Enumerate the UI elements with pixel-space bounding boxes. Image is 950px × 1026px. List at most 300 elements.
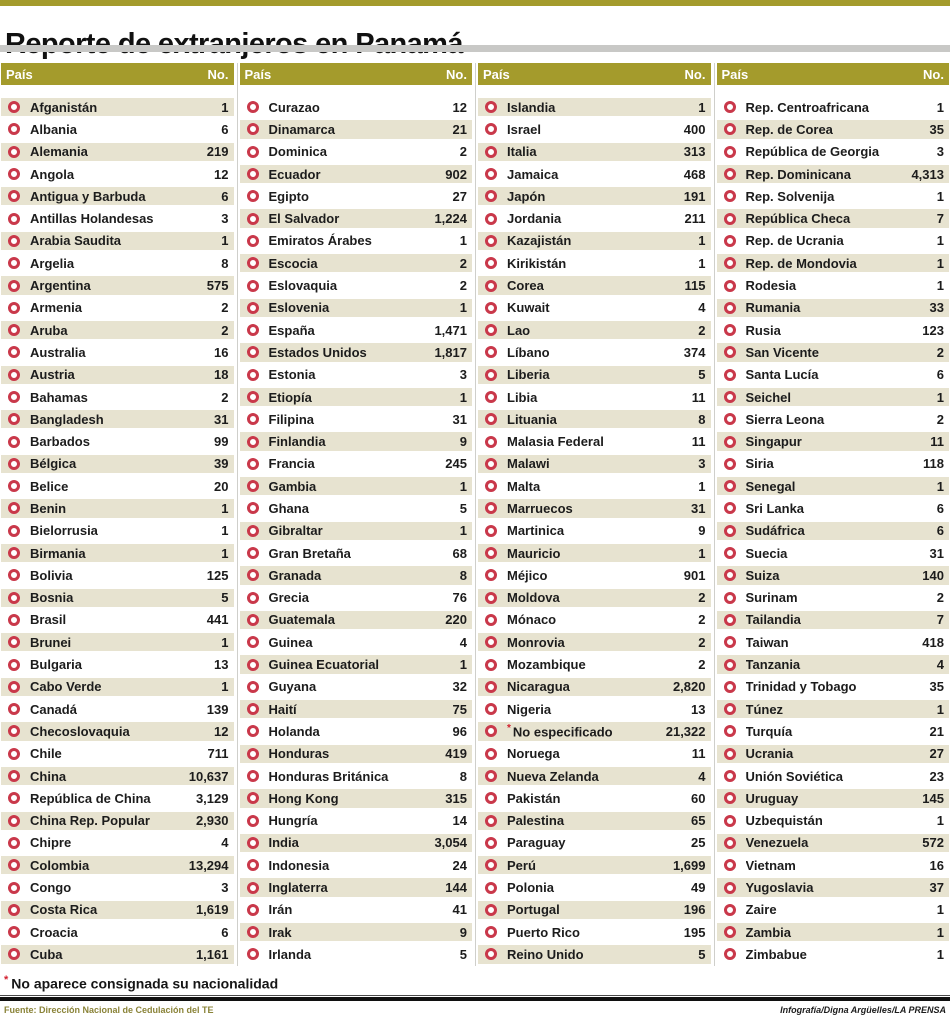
table-row	[478, 587, 711, 609]
table-panel	[237, 63, 473, 966]
country-name: Rodesia	[745, 278, 797, 294]
country-name: Ecuador	[268, 166, 321, 182]
country-count: 2	[221, 300, 229, 316]
country-count: 374	[683, 344, 706, 360]
country-count: 1,224	[434, 211, 467, 227]
table-row	[717, 185, 950, 207]
red-ring-bullet-icon	[8, 859, 20, 871]
column-header-count: No.	[446, 66, 467, 82]
country-name: Bolivia	[30, 567, 73, 583]
country-name: Austria	[30, 367, 75, 383]
table-row	[1, 497, 234, 519]
table-row	[478, 252, 711, 274]
country-name: Guinea	[268, 634, 313, 650]
country-name: Angola	[30, 166, 75, 182]
red-ring-bullet-icon	[8, 302, 20, 314]
red-ring-bullet-icon	[724, 703, 736, 715]
red-ring-bullet-icon	[8, 502, 20, 514]
table-row	[240, 587, 473, 609]
country-count: 1	[221, 99, 229, 115]
country-count: 2	[936, 344, 944, 360]
country-name: Kirikistán	[507, 255, 567, 271]
country-count: 7	[936, 211, 944, 227]
country-name: Eslovaquia	[268, 278, 338, 294]
country-name: República Checa	[745, 211, 851, 227]
table-row	[240, 96, 473, 118]
red-ring-bullet-icon	[247, 436, 259, 448]
country-name: Taiwan	[745, 634, 789, 650]
country-count: 31	[929, 545, 944, 561]
red-ring-bullet-icon	[8, 882, 20, 894]
country-name: China Rep. Popular	[30, 813, 150, 829]
country-count: 1,619	[195, 902, 229, 918]
country-count: 1	[936, 946, 944, 962]
table-row	[478, 364, 711, 386]
column-header-country: País	[244, 66, 272, 82]
country-name: Liberia	[507, 367, 550, 383]
country-count: 1	[698, 233, 706, 249]
table-row	[478, 118, 711, 140]
country-name: Tanzania	[745, 657, 801, 673]
table-row	[717, 653, 950, 675]
country-name: Holanda	[268, 723, 320, 739]
country-count: 2,930	[195, 813, 229, 829]
country-name: Polonia	[507, 880, 554, 896]
table-row	[1, 386, 234, 408]
country-name: Guyana	[268, 679, 317, 695]
red-ring-bullet-icon	[247, 904, 259, 916]
country-count: 3	[936, 144, 944, 160]
country-count: 11	[930, 434, 944, 450]
red-ring-bullet-icon	[485, 792, 497, 804]
red-ring-bullet-icon	[8, 703, 20, 715]
country-count: 21	[929, 723, 944, 739]
table-row	[717, 832, 950, 854]
country-name: Gambia	[268, 478, 317, 494]
country-count: 2	[698, 322, 706, 338]
country-name: Italia	[507, 144, 537, 160]
country-name: Israel	[507, 121, 541, 137]
country-count: 144	[445, 880, 467, 896]
table-row	[717, 252, 950, 274]
country-name: India	[268, 835, 299, 851]
country-count: 468	[683, 166, 706, 182]
red-ring-bullet-icon	[485, 413, 497, 425]
title-underline	[0, 45, 950, 52]
table-row	[478, 943, 711, 965]
red-ring-bullet-icon	[724, 146, 736, 158]
country-name: Aruba	[30, 322, 68, 338]
country-count: 31	[452, 411, 467, 427]
country-count: 441	[206, 612, 229, 628]
table-row	[478, 542, 711, 564]
country-count: 11	[691, 434, 706, 450]
red-ring-bullet-icon	[247, 213, 259, 225]
top-accent-bar	[0, 0, 950, 6]
country-name: Monrovia	[507, 634, 565, 650]
red-ring-bullet-icon	[247, 703, 259, 715]
country-count: 11	[691, 746, 706, 762]
red-ring-bullet-icon	[724, 280, 736, 292]
red-ring-bullet-icon	[8, 926, 20, 938]
country-name: Noruega	[507, 746, 560, 762]
country-name: Argentina	[30, 278, 91, 294]
country-count: 315	[445, 790, 467, 806]
red-ring-bullet-icon	[8, 168, 20, 180]
table-row	[717, 609, 950, 631]
country-count: 2	[698, 657, 706, 673]
table-row	[478, 341, 711, 363]
table-row	[478, 319, 711, 341]
country-name: Zambia	[745, 924, 792, 940]
country-count: 10,637	[188, 768, 229, 784]
country-name: Mozambique	[507, 657, 586, 673]
table-row	[717, 96, 950, 118]
country-count: 20	[214, 478, 229, 494]
red-ring-bullet-icon	[247, 458, 259, 470]
red-ring-bullet-icon	[724, 458, 736, 470]
table-row	[478, 631, 711, 653]
red-ring-bullet-icon	[8, 458, 20, 470]
table-row	[1, 631, 234, 653]
red-ring-bullet-icon	[485, 436, 497, 448]
column-header-count: No.	[684, 66, 706, 82]
country-name: Croacia	[30, 924, 78, 940]
table-row	[240, 475, 473, 497]
country-count: 4	[459, 634, 467, 650]
table-panel	[475, 63, 711, 966]
country-name: Bélgica	[30, 456, 77, 472]
table-row	[478, 832, 711, 854]
country-count: 1	[221, 500, 229, 516]
table-row	[478, 653, 711, 675]
country-count: 1	[936, 924, 944, 940]
country-name: Martinica	[507, 523, 565, 539]
country-name: Lao	[507, 322, 531, 338]
country-count: 125	[206, 567, 229, 583]
red-ring-bullet-icon	[724, 123, 736, 135]
country-name: Colombia	[30, 857, 90, 873]
red-ring-bullet-icon	[8, 123, 20, 135]
table-row	[478, 230, 711, 252]
country-count: 2	[459, 278, 467, 294]
red-ring-bullet-icon	[485, 904, 497, 916]
red-ring-bullet-icon	[724, 436, 736, 448]
country-count: 6	[221, 121, 229, 137]
red-ring-bullet-icon	[8, 257, 20, 269]
table-row	[240, 631, 473, 653]
country-name: Hungría	[268, 813, 318, 829]
country-count: 25	[691, 835, 706, 851]
country-count: 1	[936, 701, 944, 717]
red-ring-bullet-icon	[724, 547, 736, 559]
country-count: 96	[452, 723, 467, 739]
country-count: 2	[221, 389, 229, 405]
panel-rows	[1, 96, 234, 966]
footnote-asterisk-icon: *	[4, 974, 9, 986]
red-ring-bullet-icon	[724, 480, 736, 492]
country-count: 9	[459, 434, 467, 450]
country-name: Finlandia	[268, 434, 326, 450]
country-count: 18	[214, 367, 229, 383]
table-row	[240, 921, 473, 943]
country-count: 575	[206, 278, 229, 294]
red-ring-bullet-icon	[724, 815, 736, 827]
red-ring-bullet-icon	[485, 547, 497, 559]
red-ring-bullet-icon	[724, 926, 736, 938]
country-count: 23	[929, 768, 944, 784]
country-name: Indonesia	[268, 857, 330, 873]
country-name: Malasia Federal	[507, 434, 604, 450]
table-row	[478, 96, 711, 118]
red-ring-bullet-icon	[8, 324, 20, 336]
country-count: 49	[691, 880, 706, 896]
country-count: 7	[936, 612, 944, 628]
table-row	[478, 810, 711, 832]
country-count: 123	[922, 322, 944, 338]
table-row	[240, 676, 473, 698]
country-name: Turquía	[745, 723, 793, 739]
red-ring-bullet-icon	[485, 614, 497, 626]
country-name: Costa Rica	[30, 902, 98, 918]
country-count: 9	[698, 523, 706, 539]
country-count: 2	[936, 590, 944, 606]
country-count: 4	[221, 835, 229, 851]
table-row	[240, 564, 473, 586]
country-name: Granada	[268, 567, 322, 583]
table-row	[478, 698, 711, 720]
country-name: Estonia	[268, 367, 316, 383]
table-row	[1, 542, 234, 564]
country-name: Antigua y Barbuda	[30, 188, 146, 204]
table-row	[717, 163, 950, 185]
red-ring-bullet-icon	[485, 101, 497, 113]
country-name: Vietnam	[745, 857, 796, 873]
table-row	[478, 475, 711, 497]
red-ring-bullet-icon	[485, 324, 497, 336]
country-count: 21	[452, 121, 467, 137]
table-row	[1, 475, 234, 497]
red-ring-bullet-icon	[724, 502, 736, 514]
country-name: Argelia	[30, 255, 75, 271]
country-name: República de Georgia	[745, 144, 880, 160]
table-row	[478, 854, 711, 876]
country-count: 1,699	[672, 857, 706, 873]
country-name: Rep. Dominicana	[745, 166, 851, 182]
country-name: Suecia	[745, 545, 788, 561]
country-count: 2	[698, 612, 706, 628]
country-name: Mauricio	[507, 545, 561, 561]
country-count: 1	[459, 478, 467, 494]
red-ring-bullet-icon	[247, 948, 259, 960]
red-ring-bullet-icon	[8, 725, 20, 737]
table-row	[717, 341, 950, 363]
country-count: 1	[698, 478, 706, 494]
country-count: 3	[459, 367, 467, 383]
country-name: Suiza	[745, 567, 780, 583]
table-row	[478, 765, 711, 787]
red-ring-bullet-icon	[247, 302, 259, 314]
country-count: 3	[221, 211, 229, 227]
country-name: Canadá	[30, 701, 77, 717]
country-name: Siria	[745, 456, 774, 472]
red-ring-bullet-icon	[8, 480, 20, 492]
country-name: Emiratos Árabes	[268, 233, 372, 249]
bottom-rule	[0, 995, 950, 1001]
red-ring-bullet-icon	[247, 257, 259, 269]
country-name: Antillas Holandesas	[30, 211, 154, 227]
red-ring-bullet-icon	[485, 837, 497, 849]
table-row	[717, 698, 950, 720]
table-row	[240, 698, 473, 720]
country-count: 16	[929, 857, 944, 873]
red-ring-bullet-icon	[485, 190, 497, 202]
country-count: 219	[206, 144, 229, 160]
source-line: Fuente: Dirección Nacional de Cedulación del TE	[4, 1005, 214, 1015]
table-row	[1, 430, 234, 452]
country-name: Venezuela	[745, 835, 809, 851]
red-ring-bullet-icon	[8, 904, 20, 916]
country-name: Portugal	[507, 902, 560, 918]
red-ring-bullet-icon	[247, 369, 259, 381]
column-header-country: País	[6, 66, 33, 82]
red-ring-bullet-icon	[724, 413, 736, 425]
country-count: 1,471	[434, 322, 467, 338]
country-name: Egipto	[268, 188, 309, 204]
country-name: Francia	[268, 456, 315, 472]
country-name: Jamaica	[507, 166, 559, 182]
table-row	[717, 207, 950, 229]
country-name: Japón	[507, 188, 546, 204]
table-row	[240, 832, 473, 854]
red-ring-bullet-icon	[724, 391, 736, 403]
red-ring-bullet-icon	[485, 146, 497, 158]
table-row	[1, 854, 234, 876]
country-count: 4	[698, 768, 706, 784]
table-panel	[1, 63, 234, 966]
red-ring-bullet-icon	[8, 636, 20, 648]
country-count: 1	[221, 679, 229, 695]
table-row	[478, 453, 711, 475]
table-row	[1, 698, 234, 720]
red-ring-bullet-icon	[8, 659, 20, 671]
country-name: Senegal	[745, 478, 796, 494]
country-name: Surinam	[745, 590, 798, 606]
country-name: Hong Kong	[268, 790, 339, 806]
country-name: Reino Unido	[507, 946, 584, 962]
table-row	[717, 141, 950, 163]
red-ring-bullet-icon	[485, 882, 497, 894]
country-count: 9	[459, 924, 467, 940]
table-row	[1, 520, 234, 542]
table-row	[1, 765, 234, 787]
country-name: Chipre	[30, 835, 72, 851]
country-name: Zaire	[745, 902, 777, 918]
red-ring-bullet-icon	[247, 792, 259, 804]
table-row	[240, 854, 473, 876]
table-row	[717, 631, 950, 653]
footnote-asterisk-icon: *	[507, 723, 511, 735]
country-count: 400	[683, 121, 706, 137]
red-ring-bullet-icon	[485, 480, 497, 492]
red-ring-bullet-icon	[724, 369, 736, 381]
table-row	[240, 653, 473, 675]
country-count: 1	[459, 657, 467, 673]
country-count: 1	[459, 523, 467, 539]
country-count: 6	[221, 188, 229, 204]
red-ring-bullet-icon	[8, 681, 20, 693]
country-name: Perú	[507, 857, 536, 873]
table-row	[717, 542, 950, 564]
country-name: Cuba	[30, 946, 63, 962]
red-ring-bullet-icon	[8, 280, 20, 292]
red-ring-bullet-icon	[247, 525, 259, 537]
country-count: 140	[922, 567, 944, 583]
country-name: Honduras	[268, 746, 330, 762]
country-count: 1	[936, 478, 944, 494]
country-name: Brunei	[30, 634, 72, 650]
country-name: Seichel	[745, 389, 792, 405]
red-ring-bullet-icon	[724, 569, 736, 581]
panel-header	[717, 63, 950, 85]
country-count: 1	[936, 278, 944, 294]
table-row	[240, 163, 473, 185]
table-row	[1, 207, 234, 229]
red-ring-bullet-icon	[8, 101, 20, 113]
country-count: 2	[698, 634, 706, 650]
table-row	[1, 163, 234, 185]
country-name: Afganistán	[30, 99, 98, 115]
country-name: Ghana	[268, 500, 309, 516]
country-count: 3,054	[434, 835, 467, 851]
red-ring-bullet-icon	[724, 748, 736, 760]
table-row	[240, 876, 473, 898]
red-ring-bullet-icon	[247, 837, 259, 849]
country-name: Singapur	[745, 434, 802, 450]
country-count: 76	[452, 590, 467, 606]
country-count: 220	[445, 612, 467, 628]
red-ring-bullet-icon	[485, 280, 497, 292]
red-ring-bullet-icon	[247, 235, 259, 247]
country-name: Malta	[507, 478, 541, 494]
country-count: 1	[936, 255, 944, 271]
red-ring-bullet-icon	[8, 436, 20, 448]
country-count: 6	[936, 367, 944, 383]
red-ring-bullet-icon	[724, 235, 736, 247]
red-ring-bullet-icon	[724, 904, 736, 916]
country-count: 191	[683, 188, 706, 204]
country-name: Sierra Leona	[745, 411, 825, 427]
country-count: 901	[683, 567, 706, 583]
table-row	[1, 921, 234, 943]
country-name: Kuwait	[507, 300, 550, 316]
country-count: 313	[683, 144, 706, 160]
red-ring-bullet-icon	[724, 636, 736, 648]
country-name: Puerto Rico	[507, 924, 580, 940]
red-ring-bullet-icon	[247, 101, 259, 113]
country-name: Túnez	[745, 701, 784, 717]
country-name: * No especificado	[507, 723, 613, 740]
panel-rows	[717, 96, 950, 966]
table-row	[478, 185, 711, 207]
table-row	[1, 408, 234, 430]
country-name: Palestina	[507, 813, 565, 829]
country-name: Trinidad y Tobago	[745, 679, 857, 695]
country-name: Birmania	[30, 545, 86, 561]
table-row	[717, 386, 950, 408]
red-ring-bullet-icon	[724, 659, 736, 671]
country-name: Irlanda	[268, 946, 312, 962]
